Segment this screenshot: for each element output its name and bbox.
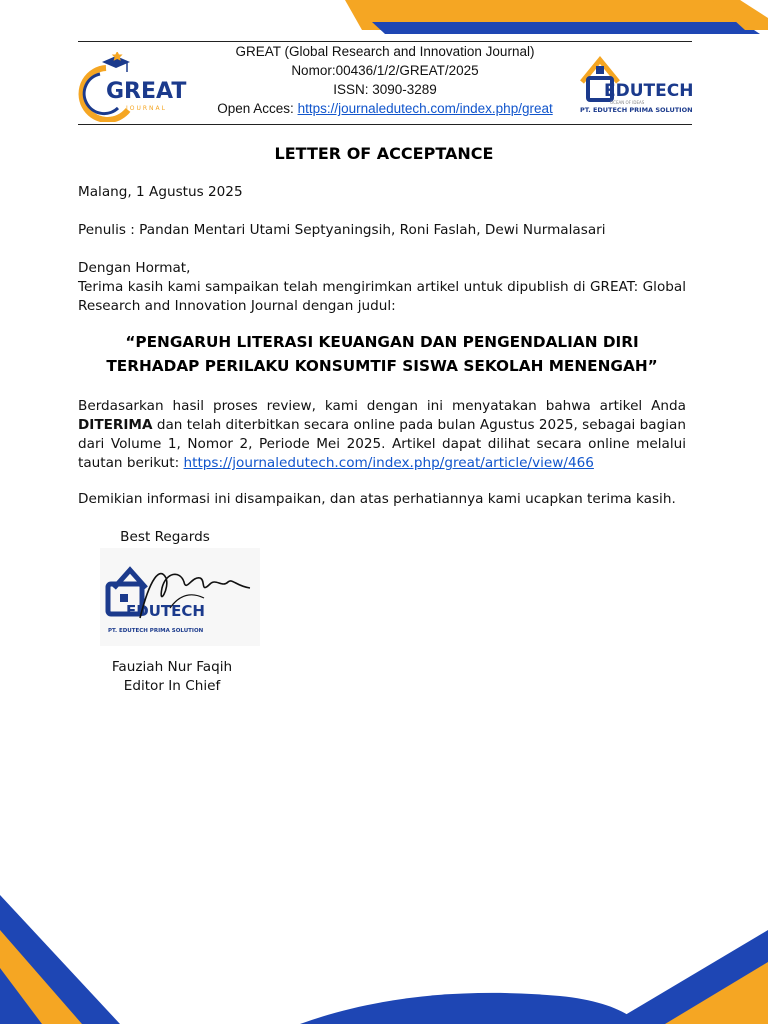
authors-line: Penulis : Pandan Mentari Utami Septyaningsih, Roni Faslah, Dewi Nurmalasari bbox=[78, 222, 606, 238]
great-journal-logo bbox=[72, 52, 192, 126]
acceptance-text-1: Berdasarkan hasil proses review, kami dengan ini menyatakan bahwa artikel Anda bbox=[78, 398, 686, 414]
edutech-logo bbox=[578, 52, 692, 122]
journal-name: GREAT (Global Research and Innovation Journal) bbox=[235, 44, 535, 59]
letter-title: LETTER OF ACCEPTANCE bbox=[274, 144, 494, 163]
greeting: Dengan Hormat, bbox=[78, 260, 191, 276]
journal-header bbox=[205, 42, 565, 118]
top-decoration bbox=[0, 0, 768, 40]
svg-text:OCEAN OF IDEAS: OCEAN OF IDEAS bbox=[610, 100, 645, 105]
acceptance-paragraph bbox=[78, 397, 686, 473]
article-link[interactable]: https://journaledutech.com/index.php/great/article/view/466 bbox=[183, 455, 594, 471]
svg-text:EDUTECH: EDUTECH bbox=[604, 81, 692, 101]
svg-text:EDUTECH: EDUTECH bbox=[126, 602, 205, 620]
acceptance-text-2: dan telah diterbitkan secara online pada bulan Agustus 2025, sebagai bagian dari Volume 1, Nomor 2, Periode Mei 2025. Artikel dapat dilihat secara online melalui tautan berikut: bbox=[78, 417, 686, 471]
open-access-line bbox=[205, 99, 565, 118]
signature-stamp bbox=[100, 548, 260, 650]
acceptance-status: DITERIMA bbox=[78, 417, 153, 433]
intro-paragraph: Terima kasih kami sampaikan telah mengirimkan artikel untuk dipublish di GREAT: Global Research and Innovation Journal dengan judul: bbox=[78, 279, 686, 314]
signer-role: Editor In Chief bbox=[123, 678, 221, 694]
closing-paragraph: Demikian informasi ini disampaikan, dan atas perhatiannya kami ucapkan terima kasih. bbox=[78, 491, 676, 507]
article-title: “PENGARUH LITERASI KEUANGAN DAN PENGENDALIAN DIRI TERHADAP PERILAKU KONSUMTIF SISWA SEKOLAH MENENGAH” bbox=[106, 333, 658, 375]
letter-number: Nomor:00436/1/2/GREAT/2025 bbox=[291, 63, 479, 78]
svg-text:JOURNAL: JOURNAL bbox=[126, 105, 167, 112]
signer-name: Fauziah Nur Faqih bbox=[111, 659, 233, 675]
open-access-label: Open Acces: bbox=[217, 101, 294, 116]
letter-date: Malang, 1 Agustus 2025 bbox=[78, 184, 243, 200]
journal-url-link[interactable]: https://journaledutech.com/index.php/great bbox=[297, 101, 553, 116]
svg-text:PT. EDUTECH PRIMA SOLUTION: PT. EDUTECH PRIMA SOLUTION bbox=[108, 628, 204, 634]
issn: ISSN: 3090-3289 bbox=[333, 82, 437, 97]
regards: Best Regards bbox=[120, 529, 210, 545]
svg-text:GREAT: GREAT bbox=[106, 79, 187, 104]
svg-text:PT. EDUTECH PRIMA SOLUTION: PT. EDUTECH PRIMA SOLUTION bbox=[580, 106, 692, 114]
